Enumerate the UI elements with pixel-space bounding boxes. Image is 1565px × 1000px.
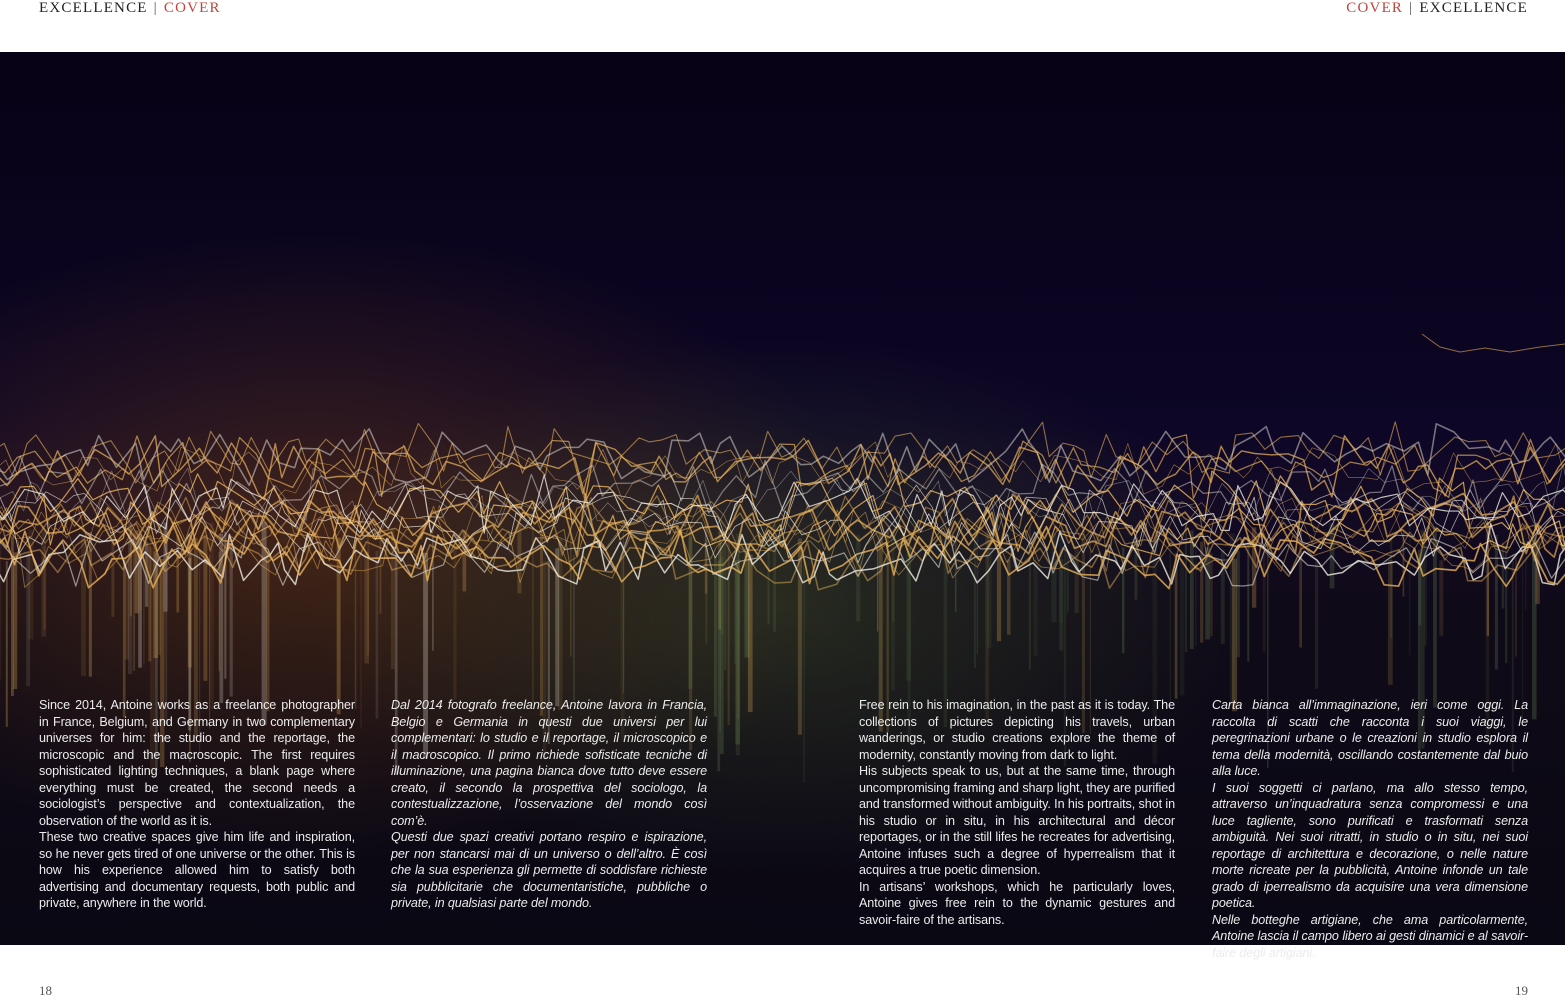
water-reflection <box>719 559 720 731</box>
water-reflection <box>1210 553 1213 636</box>
water-reflection <box>1515 558 1517 657</box>
water-reflection <box>1033 557 1037 656</box>
water-reflection <box>1200 542 1203 643</box>
text-column-italian-1 <box>391 697 707 912</box>
water-reflection <box>877 542 878 632</box>
separator: | <box>153 0 158 16</box>
water-reflection <box>1390 536 1392 638</box>
water-reflection <box>219 552 220 671</box>
water-reflection <box>798 539 802 735</box>
water-reflection <box>1170 548 1171 702</box>
running-head-right <box>1346 0 1528 16</box>
water-reflection <box>89 532 92 676</box>
water-reflection <box>1190 530 1194 649</box>
water-reflection <box>1299 529 1302 648</box>
water-reflection <box>1075 546 1079 613</box>
water-reflection <box>721 557 724 635</box>
water-reflection <box>1439 560 1443 636</box>
page-number-left: 18 <box>39 983 52 998</box>
water-reflection <box>985 532 989 723</box>
water-reflection <box>724 528 726 670</box>
running-head-left <box>39 0 221 16</box>
water-reflection <box>1525 529 1526 610</box>
water-reflection <box>573 555 575 700</box>
paragraph: His subjects speak to us, but at the same time, through uncompromising framing and sharp light, they are purified and transformed without ambiguity. In his portraits, shot in his studio or in situ, in his architectural and décor reportages, or in the still lifes he recreates for advertising, Antoine infuses such a degree of hyperrealism that it acquires a true poetic dimension. <box>859 764 1175 877</box>
water-reflection <box>1237 550 1240 657</box>
water-reflection <box>540 531 543 716</box>
paragraph: Questi due spazi creativi portano respiro e ispirazione, per non stancarsi mai di un universo o dell’altro. È così che la sua esperienza gli permette di soddisfare richieste sia pubblicitarie che documentaristiche, pubbliche o private, in qualsiasi parte del mondo. <box>391 830 707 910</box>
page-number-right: 19 <box>1515 983 1528 998</box>
category-label: COVER <box>1346 0 1404 16</box>
paragraph: Nelle botteghe artigiane, che ama particolarmente, Antoine lascia il campo libero ai gesti dinamici e al savoir-faire degli artigiani. <box>1212 912 1528 960</box>
water-reflection <box>1185 525 1187 653</box>
paragraph: In artisans’ workshops, which he particularly loves, Antoine gives free rein to the dynamic gestures and savoir-faire of the artisans. <box>859 879 1175 927</box>
water-reflection <box>705 540 707 645</box>
water-reflection <box>360 534 362 728</box>
water-reflection <box>974 532 976 668</box>
text-column-english-2 <box>859 697 1175 928</box>
paragraph: Dal 2014 fotografo freelance, Antoine lavora in Francia, Belgio e Germania in questi due universi per lui complementari: lo studio e il reportage, il microscopico e il macroscopico. Il primo richiede sofisticate tecniche di illuminazione, una pagina bianca dove tutto deve essere creato, il secondo la prospettiva del sociologo, la contestualizzazione, l’osservazione del mondo così com’è. <box>391 698 707 828</box>
water-reflection <box>6 561 8 727</box>
water-reflection <box>1059 559 1063 650</box>
water-reflection <box>1067 550 1069 612</box>
water-reflection <box>13 552 17 689</box>
water-reflection <box>1205 547 1210 639</box>
water-reflection <box>1433 527 1437 708</box>
water-reflection <box>1495 535 1498 670</box>
water-reflection <box>728 532 730 725</box>
water-reflection <box>1175 553 1178 698</box>
category-label: COVER <box>163 0 221 16</box>
water-reflection <box>1315 560 1318 689</box>
water-reflection <box>454 547 457 700</box>
water-reflection <box>176 535 179 612</box>
water-reflection <box>1180 559 1185 696</box>
water-reflection <box>748 555 753 712</box>
text-column-english-1 <box>39 697 355 912</box>
water-reflection <box>355 545 357 709</box>
water-reflection <box>714 557 717 717</box>
water-reflection <box>367 532 369 655</box>
water-reflection <box>1195 536 1197 646</box>
water-reflection <box>376 551 379 719</box>
water-reflection <box>380 529 382 614</box>
water-reflection <box>0 542 1 680</box>
water-reflection <box>856 535 860 621</box>
text-column-italian-2 <box>1212 697 1528 961</box>
water-reflection <box>1505 546 1507 663</box>
section-label: EXCELLENCE <box>1419 0 1528 16</box>
paragraph: Free rein to his imagination, in the past as it is today. The collections of pictures depicting his travels, urban wanderings, or studio creations explore the theme of modernity, constantly moving from dark to light. <box>859 698 1175 762</box>
paragraph: These two creative spaces give him life and inspiration, so he never gets tired of one universe or the other. This is how his experience allowed him to satisfy both advertising and documentary requests, both public and private, anywhere in the world. <box>39 830 355 910</box>
page-header <box>0 0 1565 52</box>
water-reflection <box>804 558 805 782</box>
paragraph: Carta bianca all’immaginazione, ieri come oggi. La raccolta di scatti che racconta i suoi viaggi, le peregrinazioni urbane o le creazioni in studio esplora il tema della modernità, oscillando costantemente dal buio alla luce. <box>1212 698 1528 778</box>
water-reflection <box>997 548 1001 641</box>
paragraph: Since 2014, Antoine works as a freelance photographer in France, Belgium, and Germany in two complementary universes for him: the studio and the reportage, the microscopic and the macroscopic. The first requires sophisticated lighting techniques, a blank page where everything must be created, the second needs a sociologist’s perspective and contextualization, the observation of the world as it is. <box>39 698 355 828</box>
water-reflection <box>1502 543 1505 609</box>
water-reflection <box>266 554 269 711</box>
water-reflection <box>81 537 86 676</box>
paragraph: I suoi soggetti ci parlano, ma allo stesso tempo, attraverso un’inquadratura senza compromessi e una luce tagliente, sono purificati e trasformati senza ambiguità. Nei suoi ritratti, in studio o in situ, nei suoi reportage di architettura e decorazione, o nelle nature morte ricreate per la pubblicità, Antoine infonde un tale grado di iperrealismo da acquisire una vera dimensione poetica. <box>1212 780 1528 910</box>
water-reflection <box>570 525 571 656</box>
water-reflection <box>558 538 563 710</box>
water-reflection <box>1263 553 1266 652</box>
section-label: EXCELLENCE <box>39 0 148 16</box>
separator: | <box>1409 0 1414 16</box>
water-reflection <box>768 544 770 624</box>
water-reflection <box>262 522 267 725</box>
